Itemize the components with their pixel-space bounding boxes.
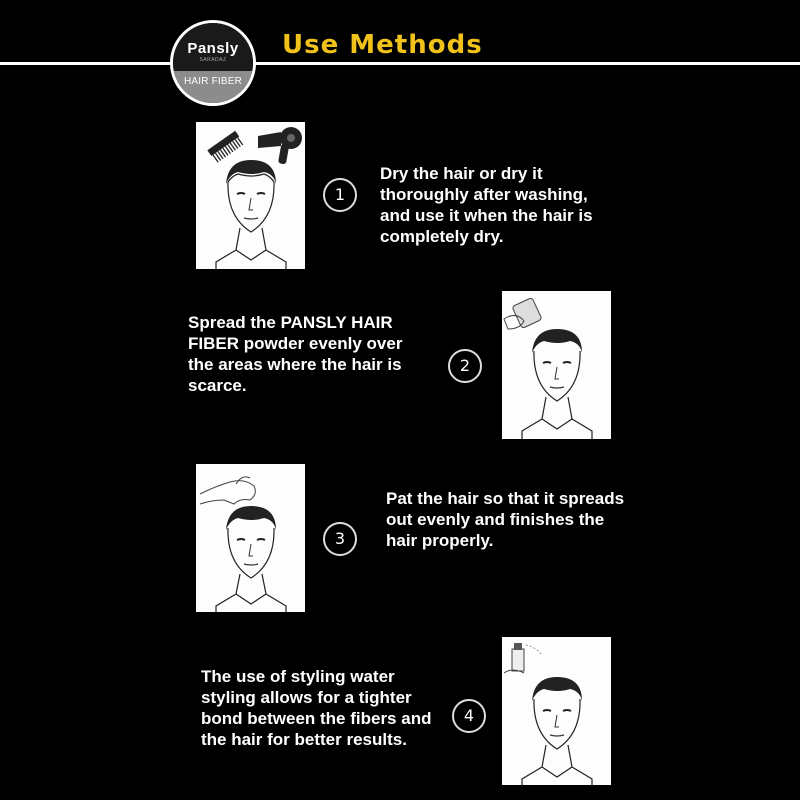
step-4-text: The use of styling water styling allows for a tighter bond between the fibers and the hair for better results.	[201, 667, 432, 749]
hair-dryer-icon	[258, 127, 302, 165]
brand-logo	[170, 20, 256, 106]
page-title: Use Methods	[282, 30, 483, 60]
step-4-number: 4	[452, 699, 486, 733]
powder-bottle-icon	[504, 297, 542, 329]
step-2-number: 2	[448, 349, 482, 383]
patting-hand-icon	[200, 477, 255, 504]
logo-product: HAIR FIBER	[183, 76, 243, 87]
step-2-text: Spread the PANSLY HAIR FIBER powder evenly over the areas where the hair is scarce.	[188, 313, 403, 395]
man-head-icon	[216, 160, 286, 269]
man-head-icon	[522, 677, 592, 785]
step-1-text: Dry the hair or dry it thoroughly after washing, and use it when the hair is completely dry.	[380, 164, 593, 246]
man-head-icon	[522, 329, 592, 439]
comb-icon	[207, 131, 242, 162]
logo-subbrand: SARADAZ	[199, 57, 227, 63]
step-4-illustration	[502, 637, 611, 785]
step-2-illustration	[502, 291, 611, 439]
step-3-number: 3	[323, 522, 357, 556]
step-3-illustration	[196, 464, 305, 612]
step-3-text: Pat the hair so that it spreads out evenly and finishes the hair properly.	[386, 489, 625, 550]
logo-brand: Pansly	[187, 40, 239, 57]
step-1-illustration	[196, 122, 305, 269]
man-head-icon	[216, 506, 286, 612]
step-1-number: 1	[323, 178, 357, 212]
header-divider	[0, 62, 800, 65]
spray-bottle-icon	[504, 643, 542, 673]
